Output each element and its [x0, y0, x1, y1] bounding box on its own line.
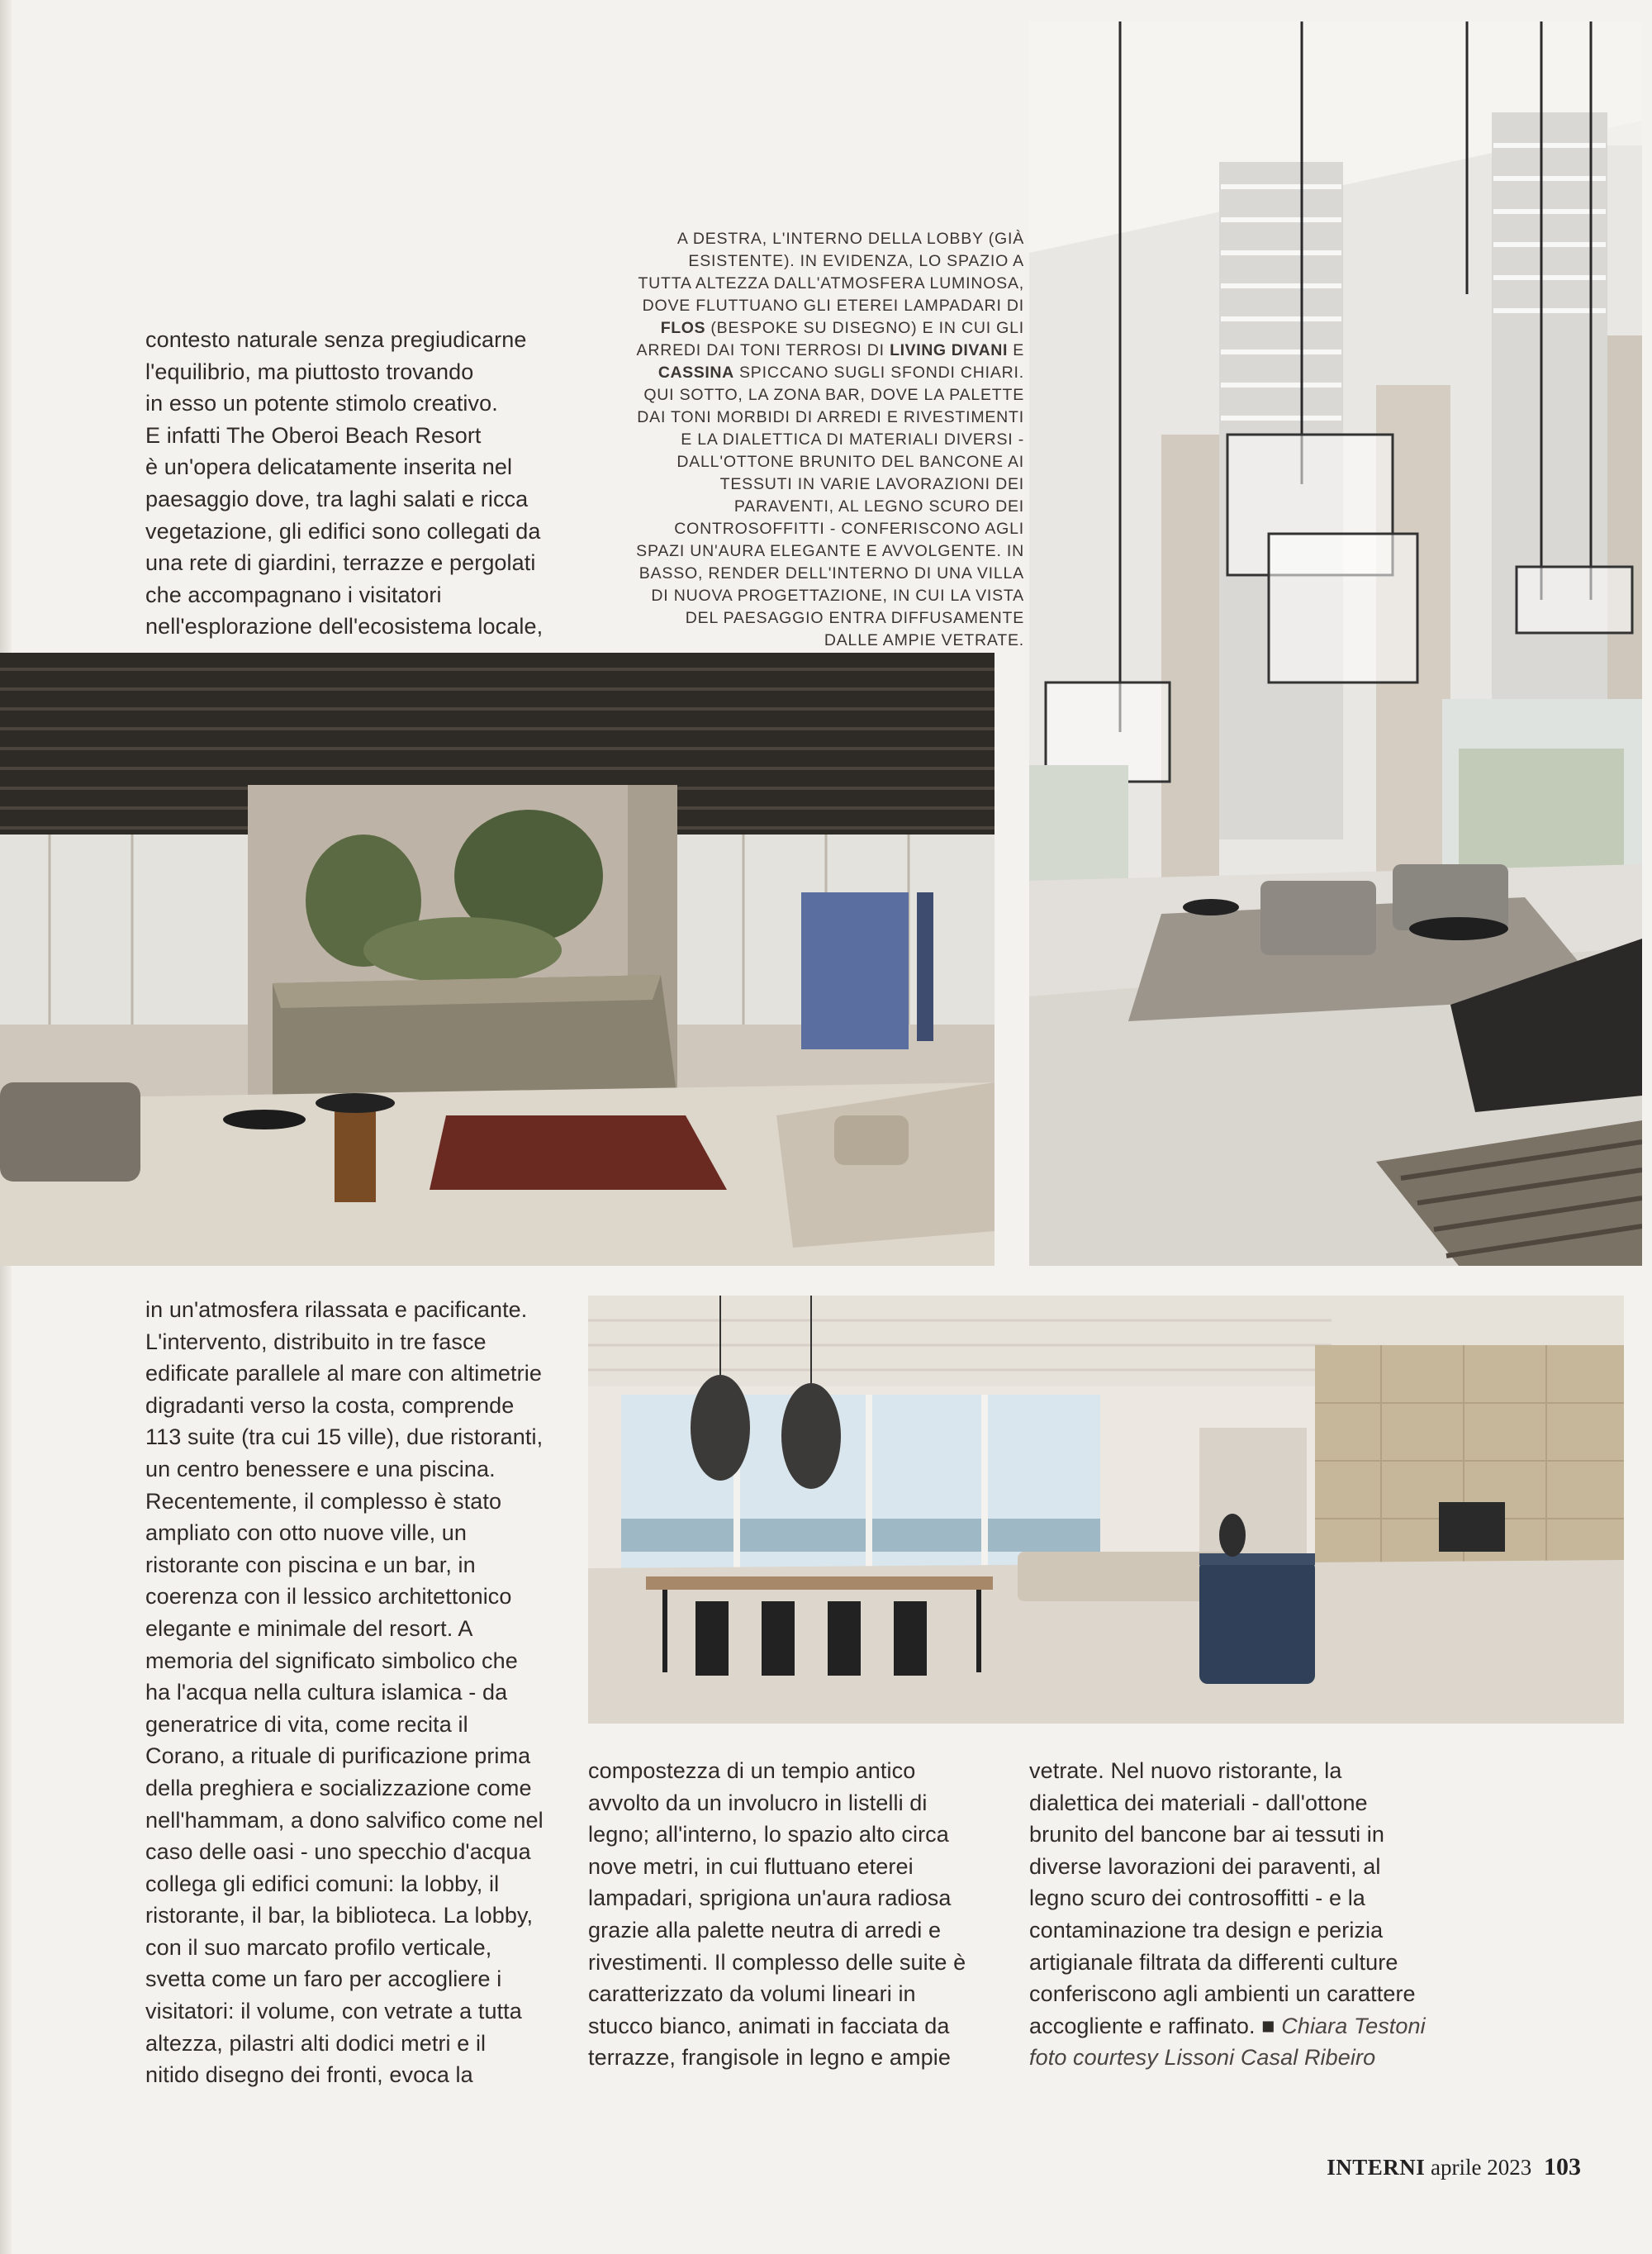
photo-credit: foto courtesy Lissoni Casal Ribeiro — [1029, 2045, 1376, 2071]
caption-text-2: (BESPOKE SU DISEGNO) E IN CUI GLI ARREDI DAI TONI TERROSI DI — [636, 319, 1024, 359]
body-column-2: compostezza di un tempio antico avvolto da un involucro in listelli di legno; all'interno, lo spazio alto circa nove metri, in cui fluttuano eterei lampadari, sprigiona un'aura radiosa grazie alla palette neutra di arredi e rivestimenti. Il complesso delle suite è caratterizzato da volumi lineari in stucco bianco, animati in facciata da terrazze, frangisole in legno e ampie — [588, 1758, 966, 2071]
end-mark: ■ — [1261, 2013, 1275, 2038]
bar-photo — [0, 653, 995, 1266]
lobby-photo — [1029, 21, 1642, 1266]
author-credit: Chiara Testoni — [1281, 2013, 1426, 2038]
photo-caption — [636, 228, 1024, 652]
caption-text-3: E — [1013, 341, 1024, 359]
caption-brand-cassina: CASSINA — [657, 364, 734, 382]
body-column-3 — [1029, 1755, 1459, 2074]
page-footer — [1327, 2153, 1581, 2181]
caption-brand-living-divani: LIVING DIVANI — [890, 341, 1008, 359]
caption-text-4: SPICCANO SUGLI SFONDI CHIARI. QUI SOTTO, LA ZONA BAR, DOVE LA PALETTE DAI TONI MORBIDI DI ARREDI E RIVESTIMENTI E LA DIALETTICA DI MATERIALI DIVERSI - DALL'OTTONE BRUNITO DEL BANCONE AI TESSUTI IN VARIE LAVORAZIONI DEI PARAVENTI, AL LEGNO SCURO DEI CONTROSOFFITTI - CONFERISCONO AGLI SPAZI UN'AURA ELEGANTE E AVVOLGENTE. IN BASSO, RENDER DELL'INTERNO DI UNA VILLA DI NUOVA PROGETTAZIONE, IN CUI LA VISTA DEL PAESAGGIO ENTRA DIFFUSAMENTE DALLE AMPIE VETRATE. — [636, 364, 1024, 649]
intro-paragraph: contesto naturale senza pregiudicarne l'equilibrio, ma piuttosto trovando in esso un potente stimolo creativo. E infatti The Oberoi Beach Resort è un'opera delicatamente inserita nel paesaggio dove, tra laghi salati e ricca vegetazione, gli edifici sono collegati da una rete di giardini, terrazze e pergolati che accompagnano i visitatori nell'esplorazione dell'ecosistema locale, — [145, 327, 544, 640]
villa-render-photo — [588, 1296, 1624, 1724]
issue-date: aprile 2023 — [1431, 2155, 1532, 2180]
magazine-name: INTERNI — [1327, 2155, 1426, 2180]
page-number: 103 — [1544, 2153, 1581, 2180]
caption-text-1: A DESTRA, L'INTERNO DELLA LOBBY (GIÀ ESISTENTE). IN EVIDENZA, LO SPAZIO A TUTTA ALTEZZA DALL'ATMOSFERA LUMINOSA, DOVE FLUTTUANO GLI ETEREI LAMPADARI DI — [638, 230, 1024, 315]
body-column-1: in un'atmosfera rilassata e pacificante. L'intervento, distribuito in tre fasce edificate parallele al mare con altimetrie digradanti verso la costa, comprende 113 suite (tra cui 15 ville), due ristoranti, un centro benessere e una piscina. Recentemente, il complesso è stato ampliato con otto nuove ville, un ristorante con piscina e un bar, in coerenza con il lessico architettonico elegante e minimale del resort. A memoria del significato simbolico che ha l'acqua nella cultura islamica - da generatrice di vita, come recita il Corano, a rituale di purificazione prima della preghiera e socializzazione come nell'hammam, a dono salvifico come nel caso delle oasi - uno specchio d'acqua collega gli edifici comuni: la lobby, il ristorante, il bar, la biblioteca. La lobby, con il suo marcato profilo verticale, svetta come un faro per accogliere i visitatori: il volume, con vetrate a tutta altezza, pilastri alti dodici metri e il nitido disegno dei fronti, evoca la — [145, 1297, 544, 2088]
caption-brand-flos: FLOS — [660, 319, 706, 337]
body-column-3-text: vetrate. Nel nuovo ristorante, la dialettica dei materiali - dall'ottone brunito del bancone bar ai tessuti in diverse lavorazioni dei paraventi, al legno scuro dei controsoffitti - e la contaminazione tra design e perizia artigianale filtrata da differenti culture conferiscono agli ambienti un carattere accogliente e raffinato. — [1029, 1758, 1416, 2038]
